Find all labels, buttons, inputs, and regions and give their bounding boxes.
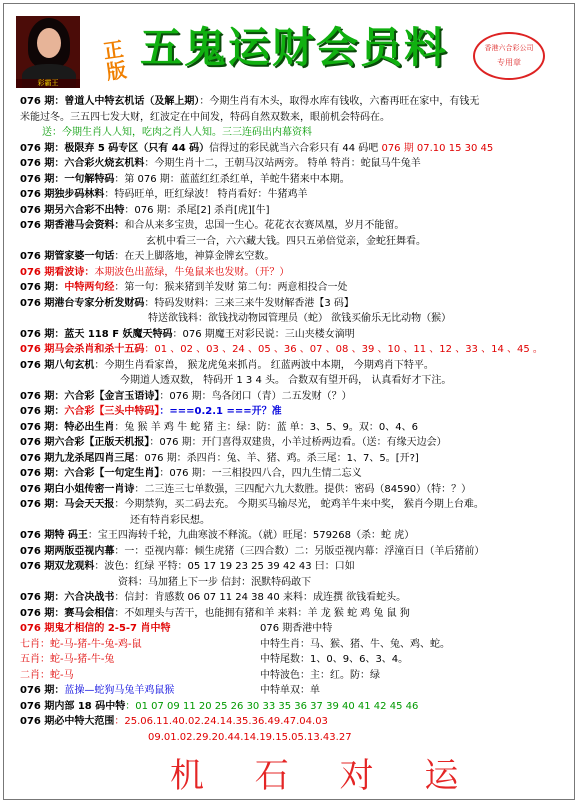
list-item: 076 期另六合彩不出特：076 期：杀尾[2] 杀肖[虎][牛] (20, 204, 270, 216)
header (0, 0, 578, 92)
list-item: 076 期马会杀肖和杀十五码：01 、02 、03 、24 、05 、36 、07 、08 、39 、10 、11 、12 、33 、14 、45 。 (20, 344, 543, 355)
list-item: 076 期特 码王：宝王四海转千轮，九曲寒波不释流。（就）旺尾：579268（杀：蛇 虎） (20, 530, 415, 541)
list-item: 076 期：六合决战书：信封：肯感数 06 07 11 24 38 40 来料：成连撰 欲钱看蛇头。 (20, 592, 407, 603)
seal-text-top: 香港六合彩公司 (484, 44, 534, 52)
avatar-face (37, 28, 61, 58)
list-item: 五肖：蛇-马-猪-牛-兔 中特尾数：1、0、9、6、3、4。 (20, 654, 409, 665)
list-item: 资料：马加猪上下一步 信封：泯默特码敢下 (118, 576, 312, 588)
seal-stamp (473, 32, 545, 80)
list-item: 076 期：一句解特码：第 076 期：蓝蓝红红杀红单，羊蛇牛猪来中本期。 (20, 173, 350, 185)
list-item: 米能过冬。三五四七发大财，红波定在中间发，特码自然双数来，眼前机会特码在。 (20, 111, 390, 123)
vertical-label: 正版 (101, 36, 128, 85)
list-item: 玄机中看三一合，六六藏大钱。四只五弟倍觉亲，金蛇狂舞看。 (146, 235, 426, 247)
list-item: 二肖：蛇-马 中特波色：主：红。防：绿 (20, 669, 380, 681)
list-item: 送：今期生肖人人知，吃肉之肖人人知。三三连码出内幕资料 (42, 127, 312, 138)
avatar-photo (16, 16, 80, 88)
list-item: 076 期：曾道人中特玄机话（及解上期）：今期生肖有木头，取得水库有钱收，六畜再旺在家中，有钱无 (20, 96, 480, 107)
list-item: 076 期：特必出生肖：兔 猴 羊 鸡 牛 蛇 猪 主：绿：防：蓝 单：3、5、9。双：0、4、6 (20, 421, 418, 433)
list-item: 076 期看波诗：本期波色出蓝绿，牛兔鼠来也发财。（开？） (20, 266, 290, 278)
content-list (20, 94, 566, 745)
list-item: 076 期两版亞视内幕：一：亞视内幕：倾生虎猪（三四合数）二：另版亞视内幕：浮潼百日（羊后猪前） (20, 545, 485, 557)
list-item: 076 期：六合彩【一句定生肖】：076 期：一三相投四八合，四九生情二忘义 (20, 468, 362, 479)
list-item: 09.01.02.29.20.44.14.19.15.05.13.43.27 (148, 731, 352, 743)
list-item: 076 期独步码林料：特码旺单，旺红绿波！ 特肖看好：牛猪鸡羊 (20, 189, 308, 200)
list-item: 076 期八句玄机：今期生肖看家兽， 猴龙虎兔来抓肖。 红蓝两波中本期， 今期鸡肖下特平。 (20, 359, 434, 371)
list-item: 076 期：极限弃 5 码专区（只有 44 码）信得过的彩民就当六合彩只有 44 码吧 076 期 07.10 15 30 45 (20, 142, 494, 154)
list-item: 076 期管家婆一句话：在天上脚落地，神算金牌玄空数。 (20, 251, 275, 262)
list-item: 076 期：赛马会相信：不如理头与苦干，也能拥有猪和羊 来料：羊 龙 猴 蛇 鸡 兔 鼠 狗 (20, 607, 410, 619)
photo-caption: 彩霸王 (16, 79, 80, 88)
list-item: 七肖：蛇-马-猪-牛-兔-鸡-鼠 中特生肖：马、猴、猪、牛、兔、鸡、蛇。 (20, 638, 450, 650)
list-item: 076 期双龙观料：波色：红绿 平特：05 17 19 23 25 39 42 43 曰：口如 (20, 561, 355, 572)
list-item: 076 期：六合彩【金言玉语诗】：076 期：鸟各闭口（青）二五发财（？） (20, 390, 352, 402)
list-item: 076 期必中特大范围：25.06.11.40.02.24.14.35.36.49.47.04.03 (20, 716, 328, 727)
list-item: 今期道人透双数， 特码开 1 3 4 头。 合数双有望开码， 认真看好才下注。 (120, 375, 452, 386)
list-item: 特送欲钱料：欲钱找动物园管理员（蛇） 欲钱买偷乐无比动物（猴） (148, 313, 452, 324)
list-item: 076 期六合彩【正版天机报】：076 期：开门喜得双建贵，小羊过桥两边看。（送：有缘天边会） (20, 437, 447, 448)
list-item: 还有特肖彩民想。 (130, 514, 210, 526)
list-item: 076 期鬼才相信的 2-5-7 肖中特 076 期香港中特 (20, 623, 333, 634)
list-item: 076 期香港马会资料：和合从来多宝贵，忠国一生心。花花衣衣赛凤凰，岁月不能留。 (20, 220, 405, 231)
list-item: 076 期：六合彩【三头中特码】：===0.2.1 ===开？准 (20, 406, 282, 417)
list-item: 076 期白小姐传密一肖诗：二三连三七单数强，三四配六九大数胜。提供：密码（84590）（特：？） (20, 483, 472, 495)
page-title: 五鬼运财会员料 (140, 23, 449, 72)
list-item: 076 期：蓝操—蛇狗马兔羊鸡鼠猴 中特单双：单 (20, 685, 320, 696)
list-item: 076 期：中特两句经：第一句：猴来猪到羊发财 第二句：两意相投合一处 (20, 282, 348, 293)
list-item: 076 期：蓝天 118 F 妖魔天特码：076 期魔王对彩民说：三山夹楼女滴明 (20, 328, 355, 340)
list-item: 076 期：六合彩火烧玄机料：今期生肖十二，王朝马汉站两旁。 特单 特肖：蛇鼠马牛兔羊 (20, 158, 421, 169)
list-item: 076 期：马会天天报：今期禁狗，买二码去充。 今期买马输尽光， 蛇鸡羊牛来中奖， 猴肖今期上台难。 (20, 499, 484, 510)
list-item: 076 期九龙杀尾四肖三尾：076 期：杀四肖：兔、羊、猪、鸡。杀三尾：1、7、5。[开?] (20, 452, 419, 464)
list-item: 076 期内部 18 码中特：01 07 09 11 20 25 26 30 33 35 36 37 39 40 41 42 45 46 (20, 700, 419, 712)
list-item: 076 期港台专家分析发财码：特码发财料：三来三来牛发财解香港【3 码】 (20, 297, 354, 309)
footer-stamp-text: 机 石 对 运 (170, 756, 479, 796)
seal-text-bottom: 专用章 (497, 58, 521, 67)
